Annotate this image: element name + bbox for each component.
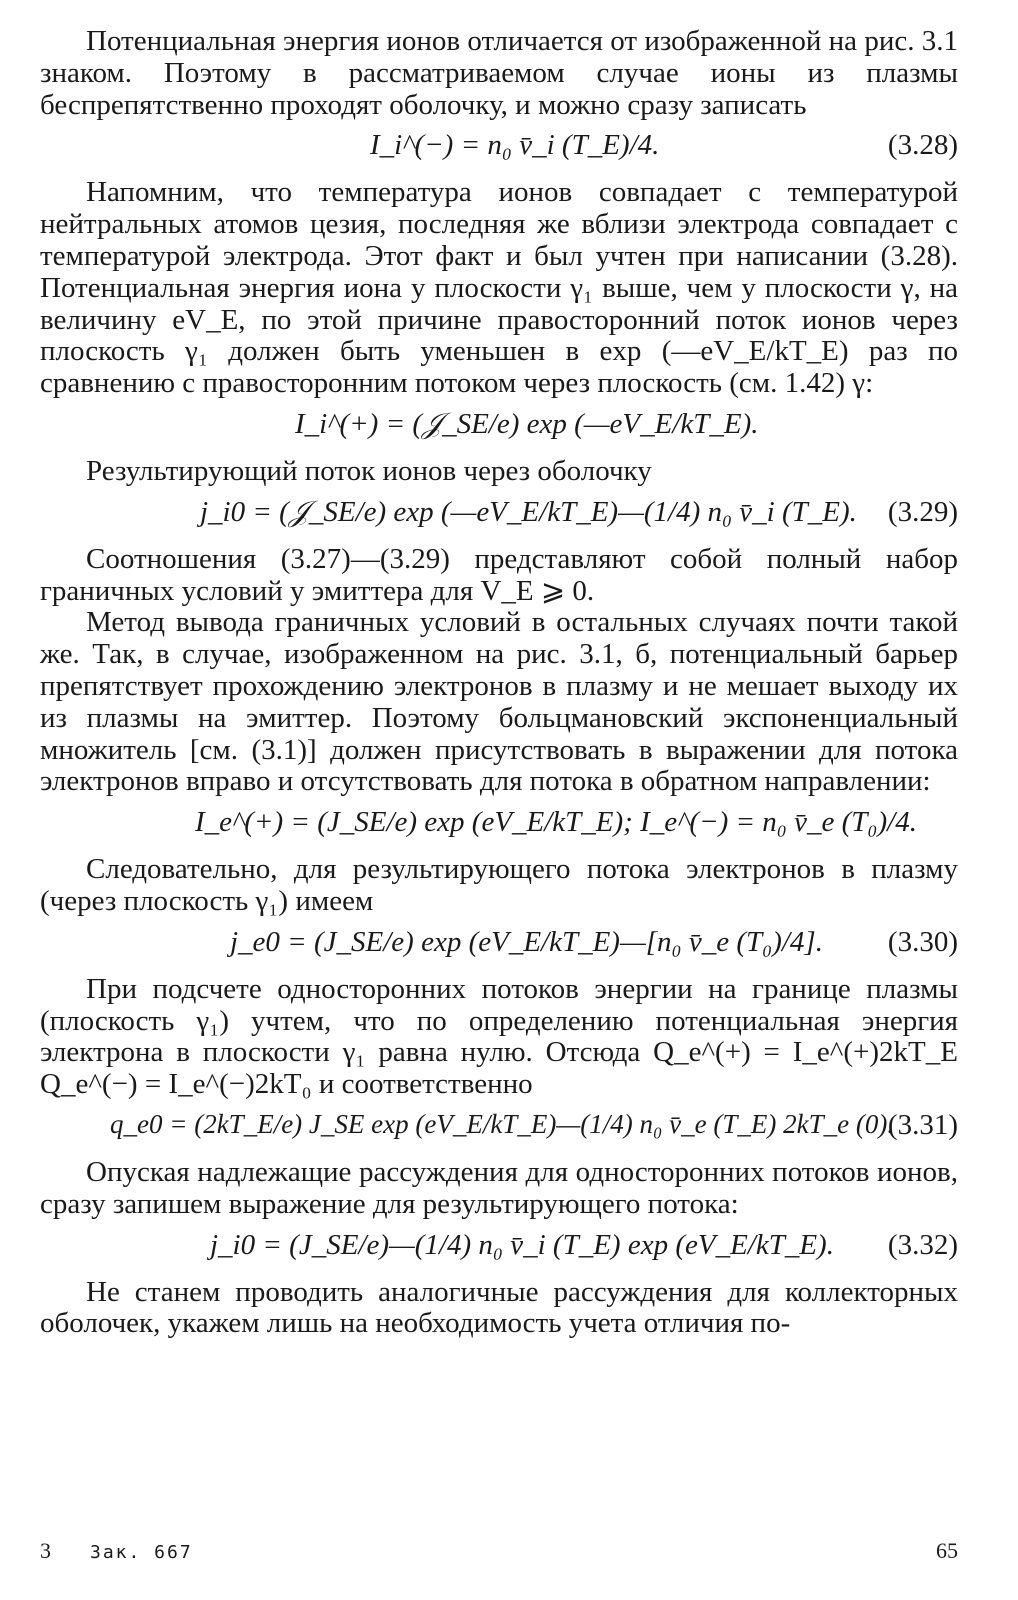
paragraph: При подсчете односторонних потоков энергии на границе плазмы (плоскость γ₁) учтем, что по определению потенциальная энергия электрона в плоскости γ₁ равна нулю. Отсюда Q_e^(+) = I_e^(+)2kT_E Q_e^(−) = I_e^(−)2kT₀ и соответственно xyxy=(40,972,958,1101)
equation-3-30 xyxy=(40,918,958,974)
equation-expression: j_i0 = (J_SE/e)—(1/4) n₀ v̄_i (T_E) exp (eV_E/kT_E). xyxy=(210,1228,834,1261)
equation-expression: I_i^(+) = (𝒥_SE/e) exp (—eV_E/kT_E). xyxy=(295,407,759,440)
equation-number: (3.28) xyxy=(887,129,958,162)
equation-expression: q_e0 = (2kT_E/e) J_SE exp (eV_E/kT_E)—(1/4) n₀ v̄_e (T_E) 2kT_e (0). xyxy=(110,1108,895,1139)
page-body xyxy=(40,26,958,1340)
equation-expression: j_e0 = (J_SE/e) exp (eV_E/kT_E)—[n₀ v̄_e (T₀)/4]. xyxy=(230,925,823,958)
equation-electron-fluxes xyxy=(40,798,958,854)
paragraph: Метод вывода граничных условий в остальных случаях почти такой же. Так, в случае, изображенном на рис. 3.1, б, потенциальный барьер препятствует прохождению электронов в плазму и не мешает выходу их из плазмы на эмиттер. Поэтому больцмановский экспоненциальный множитель [см. (3.1)] должен присутствовать в выражении для потока электронов вправо и отсутствовать для потока в обратном направлении: xyxy=(40,606,958,798)
equation-number: (3.30) xyxy=(887,925,958,958)
paragraph: Потенциальная энергия ионов отличается от изображенной на рис. 3.1 знаком. Поэтому в рассматриваемом случае ионы из плазмы беспрепятственно проходят оболочку, и можно сразу записать xyxy=(40,25,958,121)
signature-mark: 3 xyxy=(40,1538,51,1563)
paragraph: Следовательно, для результирующего потока электронов в плазму (через плоскость γ₁) имеем xyxy=(40,853,958,917)
paragraph: Соотношения (3.27)—(3.29) представляют собой полный набор граничных условий у эмиттера для V_E ⩾ 0. xyxy=(40,542,958,607)
equation-expression: j_i0 = (𝒥_SE/e) exp (—eV_E/kT_E)—(1/4) n₀ v̄_i (T_E). xyxy=(200,495,857,528)
equation-number: (3.31) xyxy=(887,1108,958,1141)
equation-3-29 xyxy=(40,488,958,544)
paragraph: Результирующий поток ионов через оболочку xyxy=(86,454,652,487)
equation-number: (3.32) xyxy=(887,1228,958,1261)
paragraph: Не станем проводить аналогичные рассуждения для коллекторных оболочек, укажем лишь на необходимость учета отличия по- xyxy=(40,1275,958,1340)
paragraph: Напомним, что температура ионов совпадает с температурой нейтральных атомов цезия, последняя же вблизи электрода совпадает с температурой электрода. Этот факт и был учтен при написании (3.28). Потенциальная энергия иона у плоскости γ₁ выше, чем у плоскости γ, на величину eV_E, по этой причине правосторонний поток ионов через плоскость γ₁ должен быть уменьшен в exp (—eV_E/kT_E) раз по сравнению с правосторонним потоком через плоскость (см. 1.42) γ: xyxy=(40,176,958,400)
equation-3-31 xyxy=(40,1101,958,1157)
print-order-note: Зак. 667 xyxy=(90,1542,193,1563)
page-footer xyxy=(40,1538,958,1578)
page-number: 65 xyxy=(936,1538,958,1563)
equation-3-28 xyxy=(40,121,958,177)
paragraph: Опуская надлежащие рассуждения для односторонних потоков ионов, сразу запишем выражение для результирующего потока: xyxy=(40,1155,958,1220)
equation-ion-flux-plus xyxy=(40,400,958,456)
equation-3-32 xyxy=(40,1221,958,1277)
equation-expression: I_i^(−) = n₀ v̄_i (T_E)/4. xyxy=(370,129,660,162)
equation-expression: I_e^(+) = (J_SE/e) exp (eV_E/kT_E); I_e^(−) = n₀ v̄_e (T₀)/4. xyxy=(195,806,917,839)
equation-number: (3.29) xyxy=(887,495,958,528)
